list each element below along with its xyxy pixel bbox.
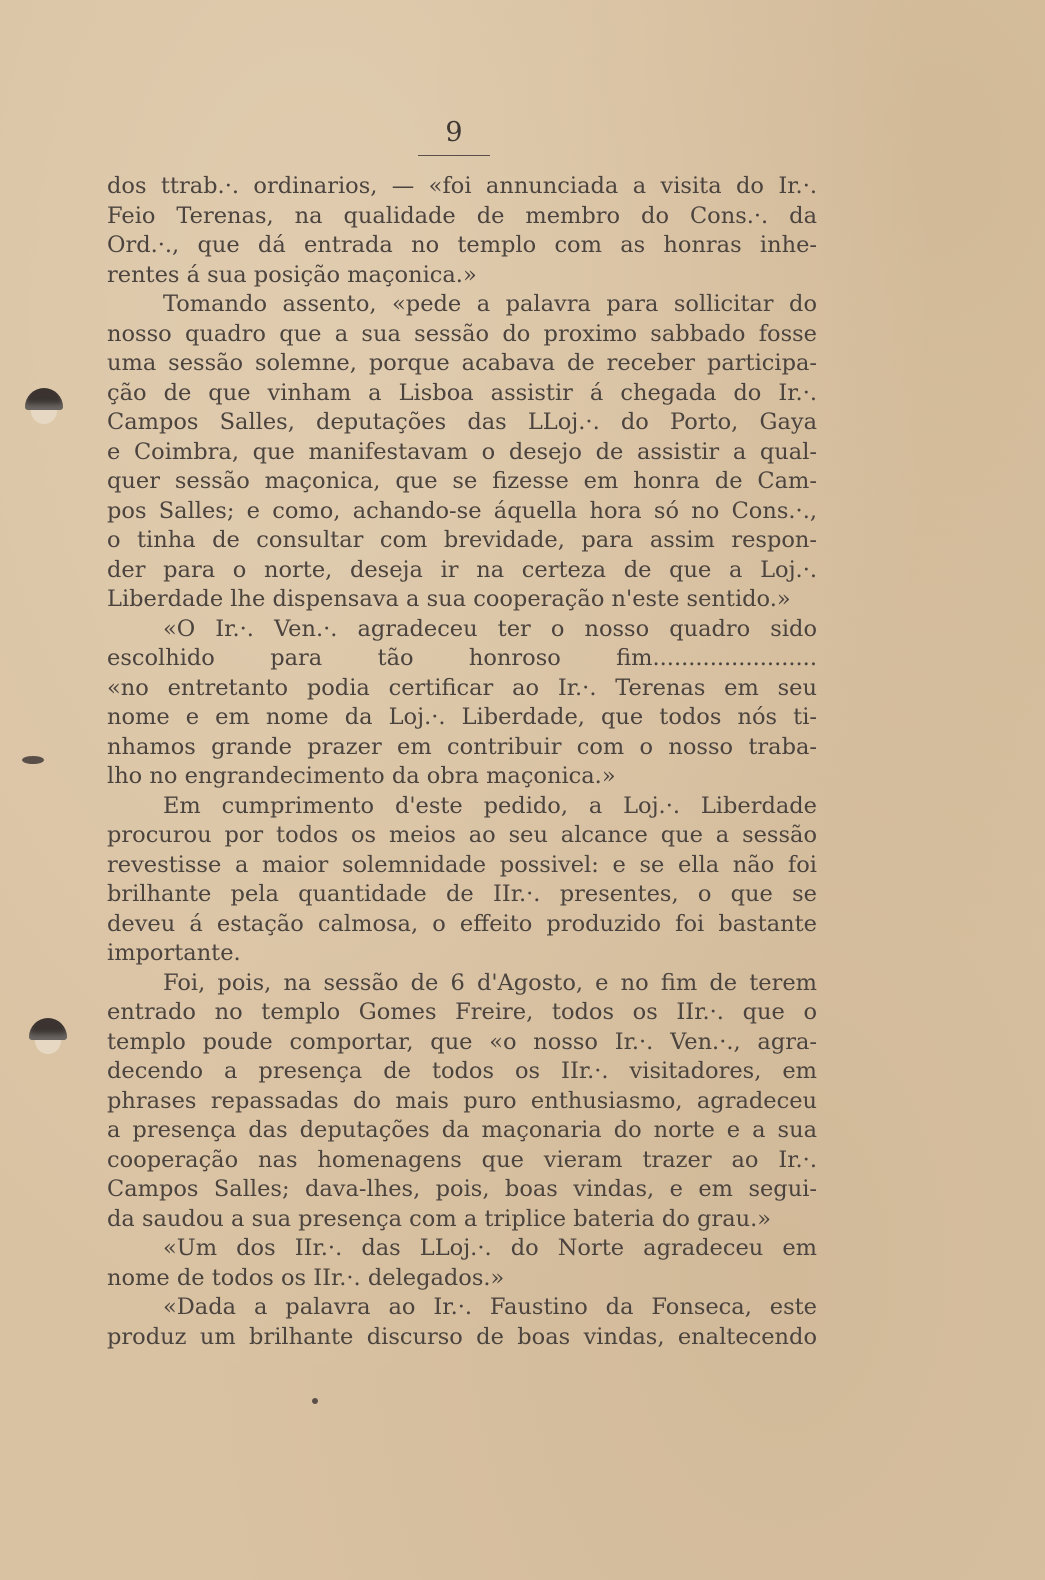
text-line: pos Salles; e como, achando-se áquella hora só no Cons.·., (107, 497, 817, 524)
text-line: templo poude comportar, que «o nosso Ir.·. Ven.·., agra- (107, 1028, 817, 1055)
text-line: escolhido para tão honroso fim....................... (107, 645, 817, 671)
text-line: brilhante pela quantidade de IIr.·. presentes, o que se (107, 881, 817, 907)
text-line: nome e em nome da Loj.·. Liberdade, que todos nós ti- (107, 704, 817, 730)
text-line: o tinha de consultar com brevidade, para assim respon- (107, 527, 817, 553)
text-line: nhamos grande prazer em contribuir com o nosso traba- (107, 733, 817, 760)
text-line: nosso quadro que a sua sessão do proximo sabbado fosse (107, 320, 817, 347)
text-line: rentes á sua posição maçonica.» (107, 261, 477, 288)
text-line: entrado no templo Gomes Freire, todos os IIr.·. que o (107, 999, 817, 1025)
text-line: produz um brilhante discurso de boas vindas, enaltecendo (107, 1323, 817, 1350)
ink-speck (312, 1398, 318, 1404)
text-line: Em cumprimento d'este pedido, a Loj.·. Liberdade (163, 792, 817, 819)
text-line: cooperação nas homenagens que vieram trazer ao Ir.·. (107, 1146, 817, 1173)
page-number: 9 (445, 117, 463, 148)
text-line: «O Ir.·. Ven.·. agradeceu ter o nosso quadro sido (163, 615, 817, 642)
body-text (107, 172, 817, 1352)
punch-hole-bottom (29, 1018, 67, 1040)
text-line: nome de todos os IIr.·. delegados.» (107, 1264, 505, 1291)
text-line: procurou por todos os meios ao seu alcance que a sessão (107, 822, 817, 848)
punch-hole-top (25, 388, 63, 410)
text-line: «Dada a palavra ao Ir.·. Faustino da Fonseca, este (163, 1294, 817, 1320)
text-line: revestisse a maior solemnidade possivel: e se ella não foi (107, 851, 817, 878)
text-line: deveu á estação calmosa, o effeito produzido foi bastante (107, 910, 817, 937)
text-line: decendo a presença de todos os IIr.·. visitadores, em (107, 1058, 817, 1084)
text-line: quer sessão maçonica, que se fizesse em honra de Cam- (107, 468, 817, 494)
text-line: «Um dos IIr.·. das LLoj.·. do Norte agradeceu em (163, 1235, 817, 1261)
text-line: Campos Salles; dava-lhes, pois, boas vindas, e em segui- (107, 1176, 817, 1202)
ink-speck (22, 756, 44, 764)
text-line: Feio Terenas, na qualidade de membro do Cons.·. da (107, 202, 817, 229)
text-line: uma sessão solemne, porque acabava de receber participa- (107, 350, 817, 376)
page-number-rule (418, 155, 490, 156)
text-line: Tomando assento, «pede a palavra para sollicitar do (163, 291, 817, 317)
text-line: Ord.·., que dá entrada no templo com as honras inhe- (107, 232, 817, 258)
text-line: Foi, pois, na sessão de 6 d'Agosto, e no fim de terem (163, 969, 817, 996)
text-line: Liberdade lhe dispensava a sua cooperação n'este sentido.» (107, 586, 791, 612)
text-line: ção de que vinham a Lisboa assistir á chegada do Ir.·. (107, 379, 817, 406)
text-line: der para o norte, deseja ir na certeza de que a Loj.·. (107, 556, 817, 583)
text-line: a presença das deputações da maçonaria do norte e a sua (107, 1117, 817, 1143)
text-line: dos ttrab.·. ordinarios, — «foi annunciada a visita do Ir.·. (107, 173, 817, 199)
text-line: Campos Salles, deputações das LLoj.·. do Porto, Gaya (107, 409, 817, 435)
text-line: lho no engrandecimento da obra maçonica.» (107, 763, 616, 789)
text-line: da saudou a sua presença com a triplice bateria do grau.» (107, 1205, 772, 1232)
text-line: phrases repassadas do mais puro enthusiasmo, agradeceu (107, 1087, 817, 1114)
text-line: «no entretanto podia certificar ao Ir.·. Terenas em seu (107, 674, 817, 701)
text-line: importante. (107, 940, 241, 966)
text-line: e Coimbra, que manifestavam o desejo de assistir a qual- (107, 438, 817, 465)
